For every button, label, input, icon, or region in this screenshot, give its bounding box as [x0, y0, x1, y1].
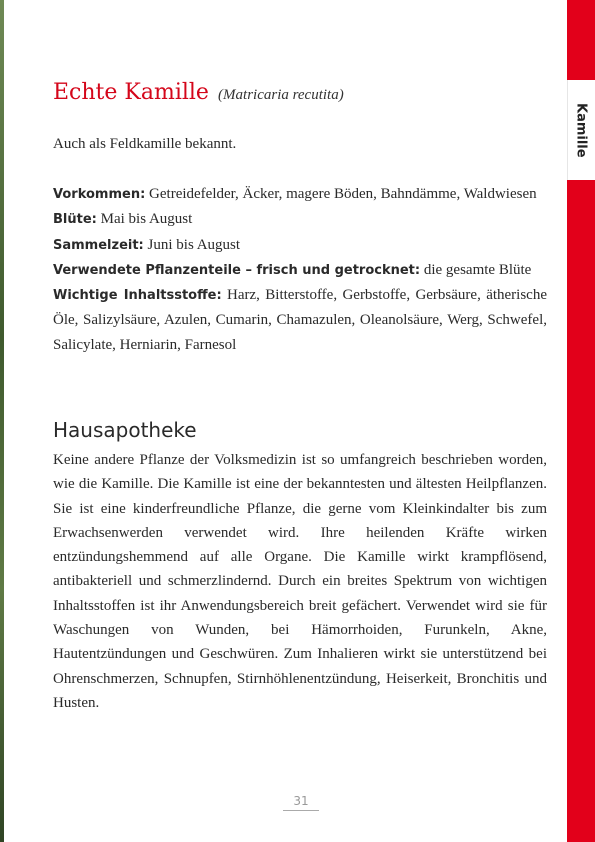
fact-value: die gesamte Blüte — [420, 261, 532, 278]
thumb-tab-bottom — [567, 180, 595, 842]
fact-occurrence — [53, 182, 547, 207]
section-body: Keine andere Pflanze der Volksmedizin ist so umfangreich beschrieben worden, wie die Kamille. Die Kamille ist eine der bekanntesten und ältesten Heilpflanzen. Sie ist eine kinderfreundliche Pflanze, die gerne vom Kleinkindalter bis zum Erwachsenwerden verwendet wird. Ihre heilenden Kräfte wirken entzündungshemmend auf alle Organe. Die Kamille wirkt krampflösend, antibakteriell und schmerzlindernd. Durch ein breites Spektrum von wichtigen Inhaltsstoffen ist ihr Anwendungsbereich breit gefächert. Verwendet wird sie für Waschungen von Wunden, bei Hämorrhoiden, Furunkeln, Akne, Hautentzündungen und Geschwüren. Zum Inhalieren wirkt sie unterstützend bei Ohrenschmerzen, Schnupfen, Stirnhöhlenentzündung, Heiserkeit, Bronchitis und Husten. — [53, 452, 547, 711]
thumb-tab — [567, 80, 595, 180]
section-heading: Hausapotheke — [53, 418, 197, 442]
fact-plant-parts — [53, 258, 547, 283]
fact-label: Wichtige Inhaltsstoffe: — [53, 288, 222, 304]
fact-label: Sammelzeit: — [53, 237, 144, 253]
page-number-rule — [283, 810, 319, 811]
fact-label: Verwendete Pflanzenteile – frisch und getrocknet: — [53, 262, 421, 278]
title-main: Echte Kamille — [53, 80, 209, 105]
fact-value: Harz, Bitterstoffe, Gerbstoffe, Gerbsäure, ätherische Öle, Salizylsäure, Azulen, Cumarin, Chamazulen, Oleanolsäure, Werg, Schwefel, Salicylate, Herniarin, Farnesol — [53, 287, 547, 353]
fact-label: Blüte: — [53, 212, 97, 228]
thumb-tab-label: Kamille — [573, 102, 589, 158]
fact-value: Getreidefelder, Äcker, magere Böden, Bahndämme, Waldwiesen — [145, 186, 537, 202]
fact-ingredients — [53, 283, 547, 357]
fact-value: Juni bis August — [143, 236, 241, 253]
fact-bloom — [53, 207, 547, 232]
page-number: 31 — [293, 794, 309, 808]
page-edge-image-strip — [0, 0, 4, 842]
title-latin-name: (Matricaria recutita) — [218, 87, 344, 103]
fact-label: Vorkommen: — [53, 187, 146, 202]
page-title — [53, 80, 344, 105]
fact-value: Mai bis August — [96, 211, 193, 228]
alias-line: Auch als Feldkamille bekannt. — [53, 136, 237, 152]
thumb-tab-top — [567, 0, 595, 80]
facts-block — [53, 182, 547, 357]
fact-harvest — [53, 233, 547, 258]
